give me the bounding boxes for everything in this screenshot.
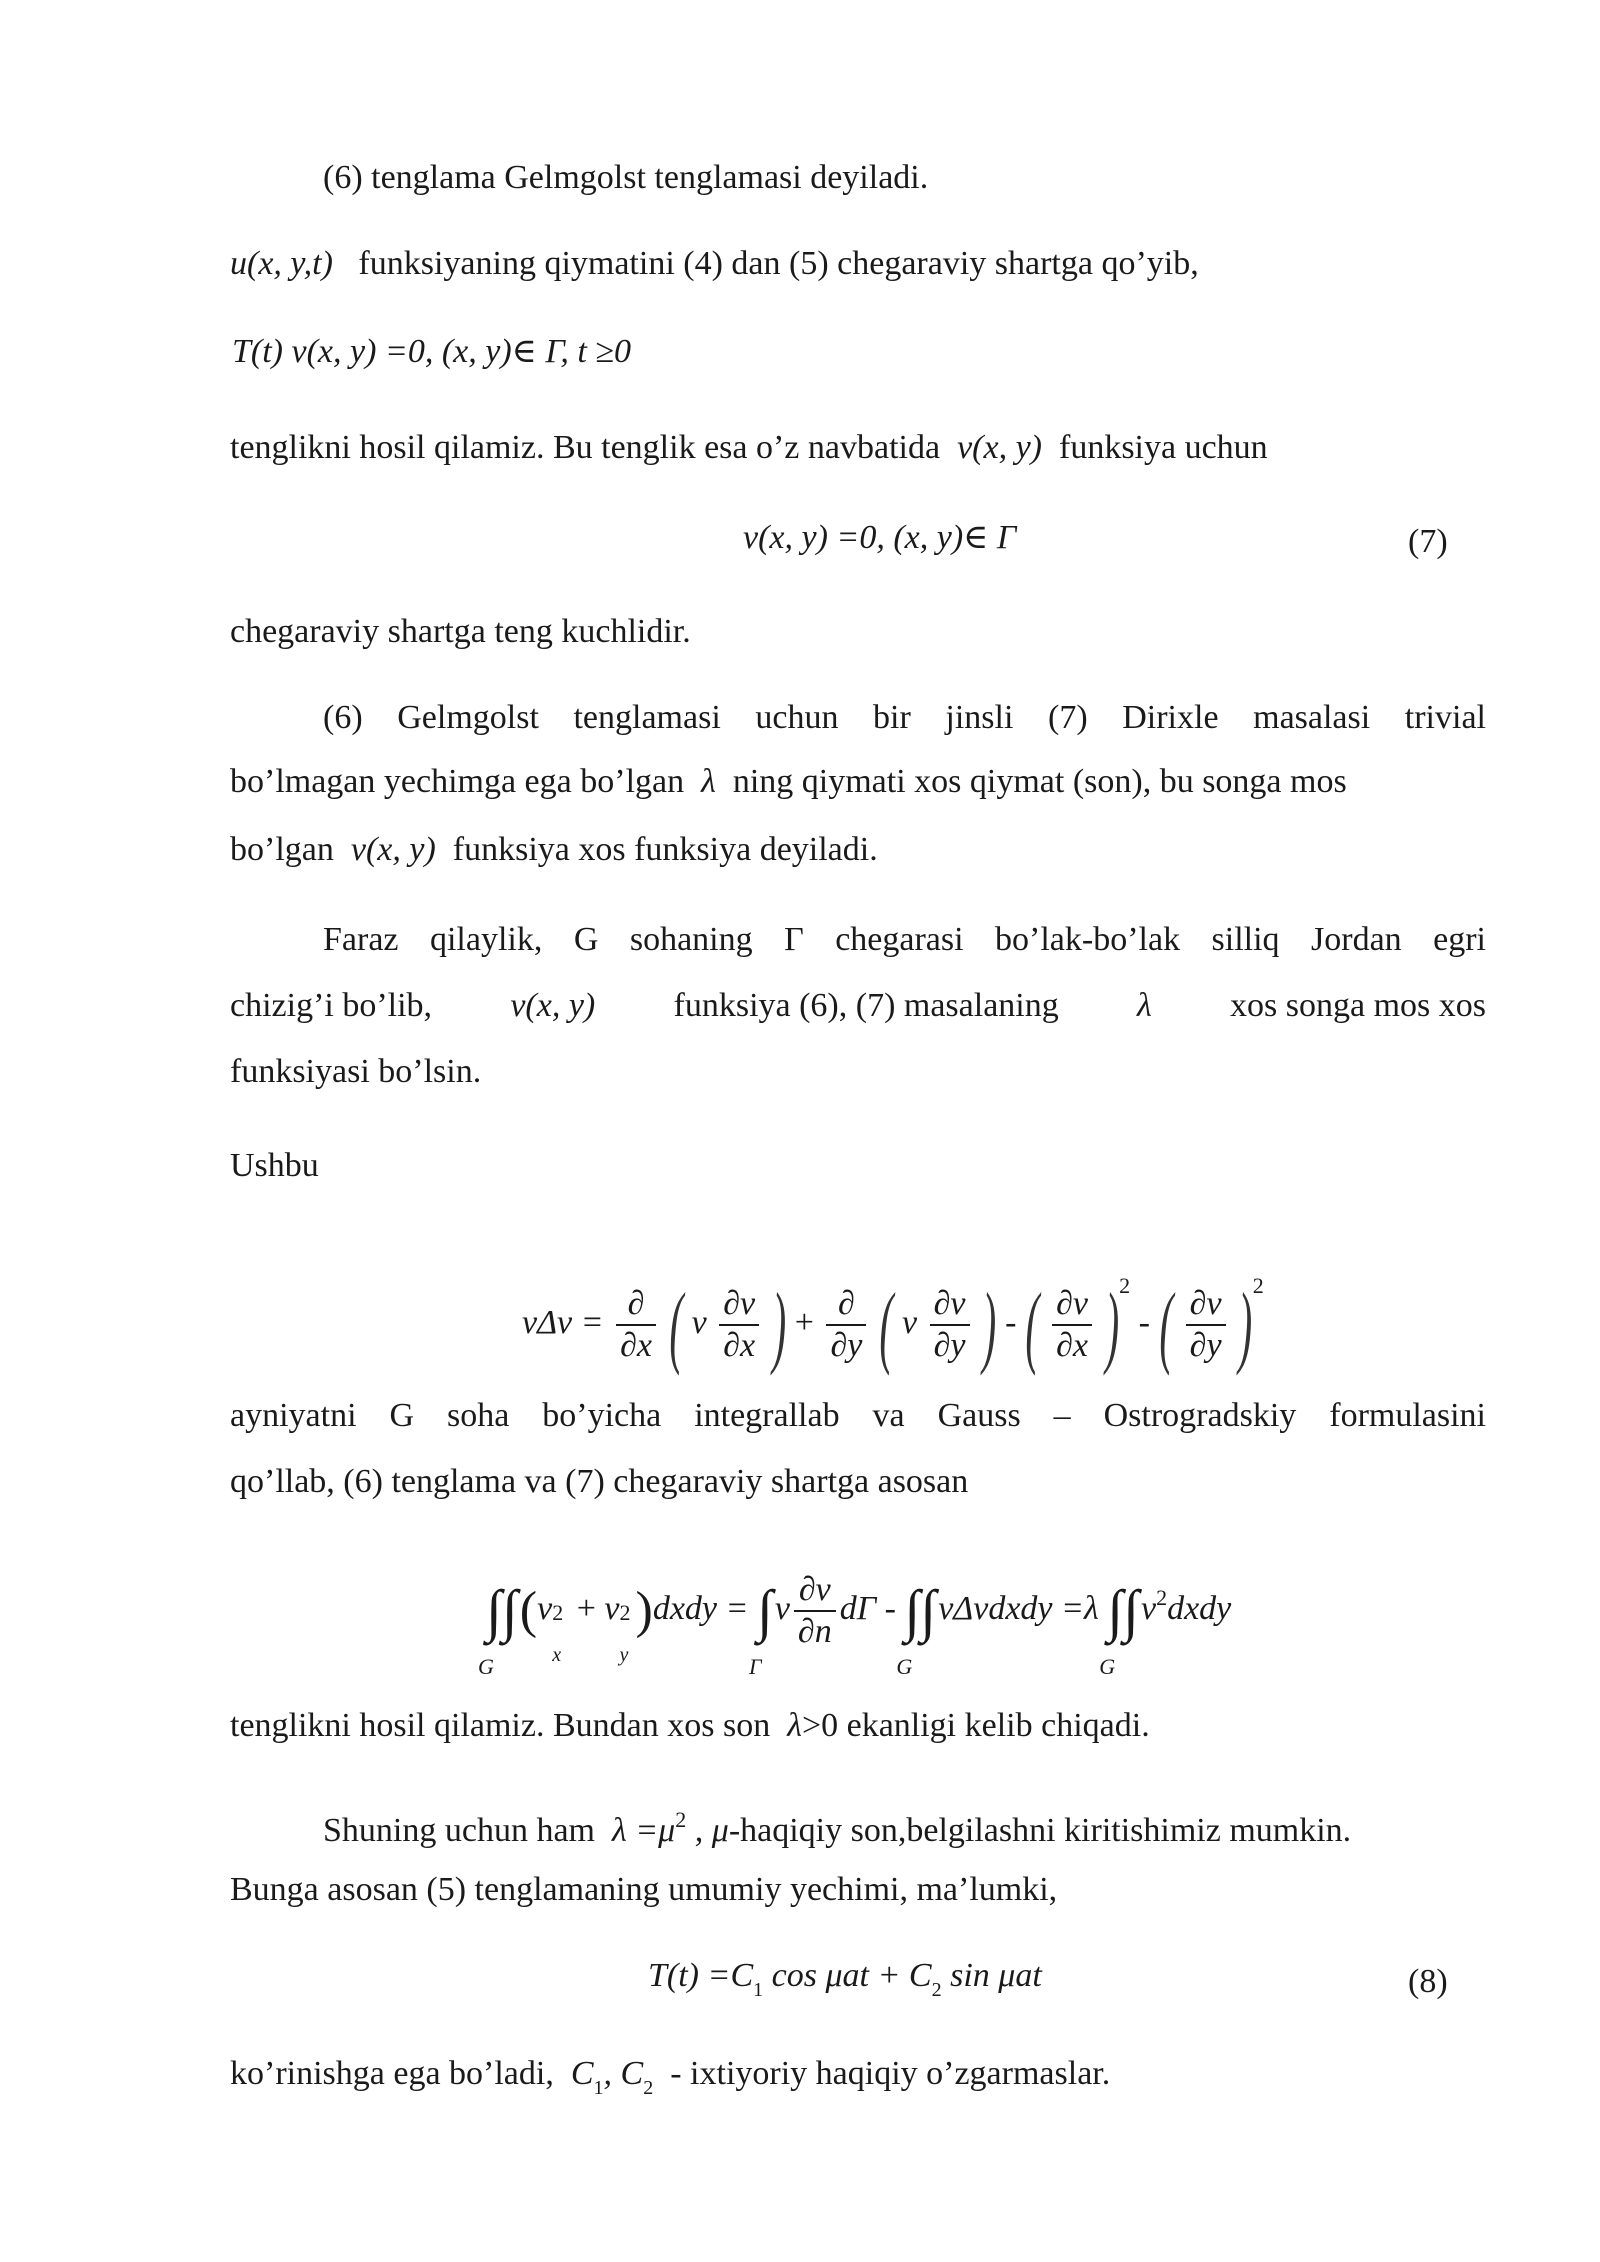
paragraph-6-line-3: funksiyasi bo’lsin. <box>230 1053 482 1090</box>
paragraph-3-before: tenglikni hosil qilamiz. Bu tenglik esa o’z navbatida <box>230 429 941 466</box>
lambda-mu-expr: λ =μ <box>611 1812 676 1849</box>
fraction-dv-dn: $\frac{\partial v}{\partial n}$ <box>794 1570 836 1652</box>
paragraph-9 <box>230 1706 1150 1746</box>
paragraph-3 <box>230 428 1268 468</box>
math-v: v(x, y) <box>957 429 1042 466</box>
p12-before: ko’rinishga ega bo’ladi, <box>230 2055 554 2092</box>
equation-identity: vΔv = $\frac{\partial}{\partial x}$ ( v $\frac{\partial v}{\partial x}$ ) + $\frac{\partial}{\partial y}$ ( v $\frac{\partial v}{\partial y}$ ) - ( $\frac{\partial v}{\partial x}$ )$^2$ - ( $\frac{\partial v}{\partial y}$ )$^2$ <box>522 1273 1264 1377</box>
paragraph-6-line-2 <box>230 986 1486 1026</box>
p9-before: tenglikni hosil qilamiz. Bundan xos son <box>230 1707 771 1744</box>
p10-before: Shuning uchun ham <box>323 1812 595 1849</box>
p5-line3-before: bo’lgan <box>230 831 334 868</box>
paragraph-8-line-1: ayniyatni G soha bo’yicha integrallab va Gauss – Ostrogradskiy formulasini <box>230 1397 1486 1434</box>
paragraph-3-after: funksiya uchun <box>1059 429 1268 466</box>
fraction-d-dx: $\frac{\partial}{\partial x}$ <box>616 1284 656 1366</box>
p10-after: -haqiqiy son,belgilashni kiritishimiz mumkin. <box>728 1812 1352 1849</box>
line-integral-sign: ∫ Γ <box>748 1578 773 1680</box>
paragraph-5-line-1: (6) Gelmgolst tenglamasi uchun bir jinsli (7) Dirixle masalasi trivial <box>323 699 1486 736</box>
paragraph-4: chegaraviy shartga teng kuchlidir. <box>230 613 691 650</box>
paragraph-2-text: funksiyaning qiymatini (4) dan (5) chegaraviy shartga qo’yib, <box>358 245 1199 282</box>
equation-7: v(x, y) =0, (x, y)∈ Γ <box>743 519 1017 556</box>
paragraph-12: ko’rinishga ega bo’ladi, $C_1$, $C_2$ - ixtiyoriy haqiqiy o’zgarmaslar. <box>230 2055 1111 2099</box>
paragraph-6-line-1: Faraz qilaylik, G sohaning Γ chegarasi bo’lak-bo’lak silliq Jordan egri <box>323 921 1486 958</box>
double-integral-sign: ∫∫ G <box>478 1578 518 1680</box>
lambda-symbol: λ <box>787 1707 802 1744</box>
paragraph-5-line-3 <box>230 830 878 870</box>
p5-line3-after: funksiya xos funksiya deyiladi. <box>452 831 878 868</box>
p6-line2-b: funksiya (6), (7) masalaning <box>673 987 1059 1024</box>
equation-8: $T(t) =C_1$ $\cos \mu at + C_2$ sin μat <box>648 1957 1042 2001</box>
fraction-dv-dx: $\frac{\partial v}{\partial x}$ <box>719 1284 759 1366</box>
double-integral-sign: ∫∫ G <box>896 1578 937 1680</box>
equation-integral: ∫∫ G (v 2 x + v 2 y )dxdy = ∫ Γ v $\frac{\partial v}{\partial n}$ dΓ - ∫∫ G vΔvdxdy =λ ∫∫ G $v^2dxdy$ <box>486 1548 1231 1661</box>
fraction-dv-dy-sq: $\frac{\partial v}{\partial y}$ <box>1186 1284 1226 1366</box>
paragraph-7: Ushbu <box>230 1147 319 1184</box>
p5-line2-before: bo’lmagan yechimga ega bo’lgan <box>230 763 685 800</box>
math-v: v(x, y) <box>510 987 596 1024</box>
fraction-dv-dx-sq: $\frac{\partial v}{\partial x}$ <box>1052 1284 1092 1366</box>
p6-line2-a: chizig’i bo’lib, <box>230 987 433 1024</box>
equation-8-number: (8) <box>1408 1963 1448 2000</box>
identity-lhs: vΔv = <box>522 1304 604 1341</box>
p6-line2-c: xos songa mos xos <box>1230 987 1486 1024</box>
fraction-d-dy: $\frac{\partial}{\partial y}$ <box>826 1284 866 1366</box>
p12-after: - ixtiyoriy haqiqiy o’zgarmaslar. <box>670 2055 1111 2092</box>
math-u: u(x, y,t) <box>230 245 333 282</box>
fraction-dv-dy: $\frac{\partial v}{\partial y}$ <box>930 1284 970 1366</box>
p9-after: >0 ekanligi kelib chiqadi. <box>801 1707 1150 1744</box>
paragraph-8-line-2: qo’llab, (6) tenglama va (7) chegaraviy shartga asosan <box>230 1463 969 1500</box>
equation-a: T(t) v(x, y) =0, (x, y)∈ Γ, t ≥0 <box>232 333 631 370</box>
paragraph-1: (6) tenglama Gelmgolst tenglamasi deyiladi. <box>323 159 929 196</box>
paragraph-5-line-2 <box>230 762 1347 802</box>
lambda-symbol: λ <box>1137 987 1152 1024</box>
math-v: v(x, y) <box>350 831 436 868</box>
paragraph-2 <box>230 244 1199 284</box>
double-integral-sign: ∫∫ G <box>1099 1578 1139 1680</box>
paragraph-10: Shuning uchun ham $\lambda =\mu^2$ , μ-haqiqiy son,belgilashni kiritishimiz mumkin. <box>323 1807 1352 1849</box>
equation-7-number: (7) <box>1408 523 1448 560</box>
lambda-symbol: λ <box>701 763 716 800</box>
p5-line2-after: ning qiymati xos qiymat (son), bu songa mos <box>732 763 1347 800</box>
paragraph-11: Bunga asosan (5) tenglamaning umumiy yechimi, ma’lumki, <box>230 1871 1058 1908</box>
